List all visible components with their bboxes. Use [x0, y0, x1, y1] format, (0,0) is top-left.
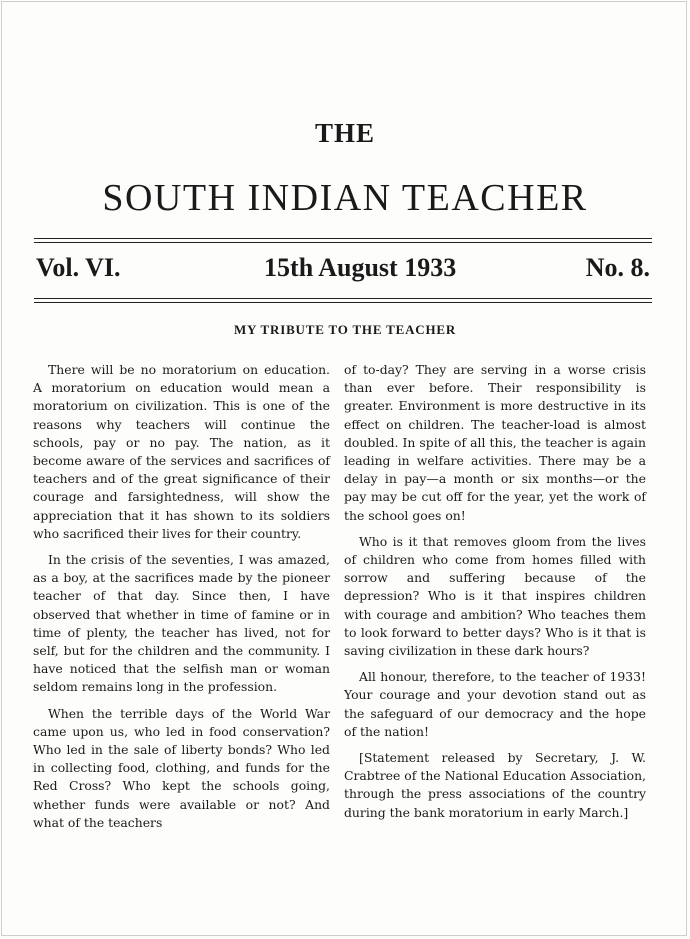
bottom-double-rule [34, 298, 652, 303]
paragraph: Who is it that removes gloom from the lives of children who come from homes filled with sorrow and suffering because of the depression? Who is it that inspires children with courage and ambition? Who teaches them to look forward to better days? Who is it that is saving civilization in these dark hours? [344, 533, 646, 659]
masthead-title: SOUTH INDIAN TEACHER [102, 177, 588, 219]
article-title: MY TRIBUTE TO THE TEACHER [233, 322, 457, 337]
masthead-kicker: THE [314, 118, 376, 148]
issue-date: 15th August 1933 [264, 253, 457, 282]
paragraph: In the crisis of the seventies, I was amazed, as a boy, at the sacrifices made by the pioneer teacher of that day. Since then, I have observed that whether in time of famine or in time of plenty, the teacher has lived, not for self, but for the children and the community. I have noticed that the selfish man or woman seldom remains long in the profession. [33, 552, 330, 695]
issue-number: No. 8. [585, 253, 650, 282]
paragraph: There will be no moratorium on education. A moratorium on education would mean a moratorium on civilization. This is one of the reasons why teachers will continue the schools, pay or no pay. The nation, as it become aware of the services and sacrifices of teachers and of the great significance of their courage and farsightedness, will show the appreciation that it has shown to its soldiers who sacrificed their lives for their country. [33, 362, 330, 541]
paragraph: of to-day? They are serving in a worse crisis than ever before. Their responsibility is greater. Environment is more destructive in its effect on children. The teacher-load is almost doubled. In spite of all this, the teacher is again leading in welfare activities. There may be a delay in pay—a month or six months—or the pay may be cut off for the year, yet the work of the school goes on! [344, 362, 646, 523]
top-double-rule [34, 238, 652, 243]
issue-info-line [36, 253, 650, 283]
volume-label: Vol. VI. [36, 253, 121, 282]
left-column [33, 361, 330, 840]
paragraph: When the terrible days of the World War came upon us, who led in food conservation? Who led in the sale of liberty bonds? Who led in collecting food, clothing, and funds for the Red Cross? Who kept the schools going, whether funds were available or not? And what of the teachers [33, 705, 330, 830]
paragraph: All honour, therefore, to the teacher of 1933! Your courage and your devotion stand out as the safeguard of our democracy and the hope of the nation! [344, 669, 646, 739]
paragraph: [Statement released by Secretary, J. W. Crabtree of the National Education Association, through the press associations of the country during the bank moratorium in early March.] [344, 750, 646, 820]
right-column [344, 361, 646, 830]
